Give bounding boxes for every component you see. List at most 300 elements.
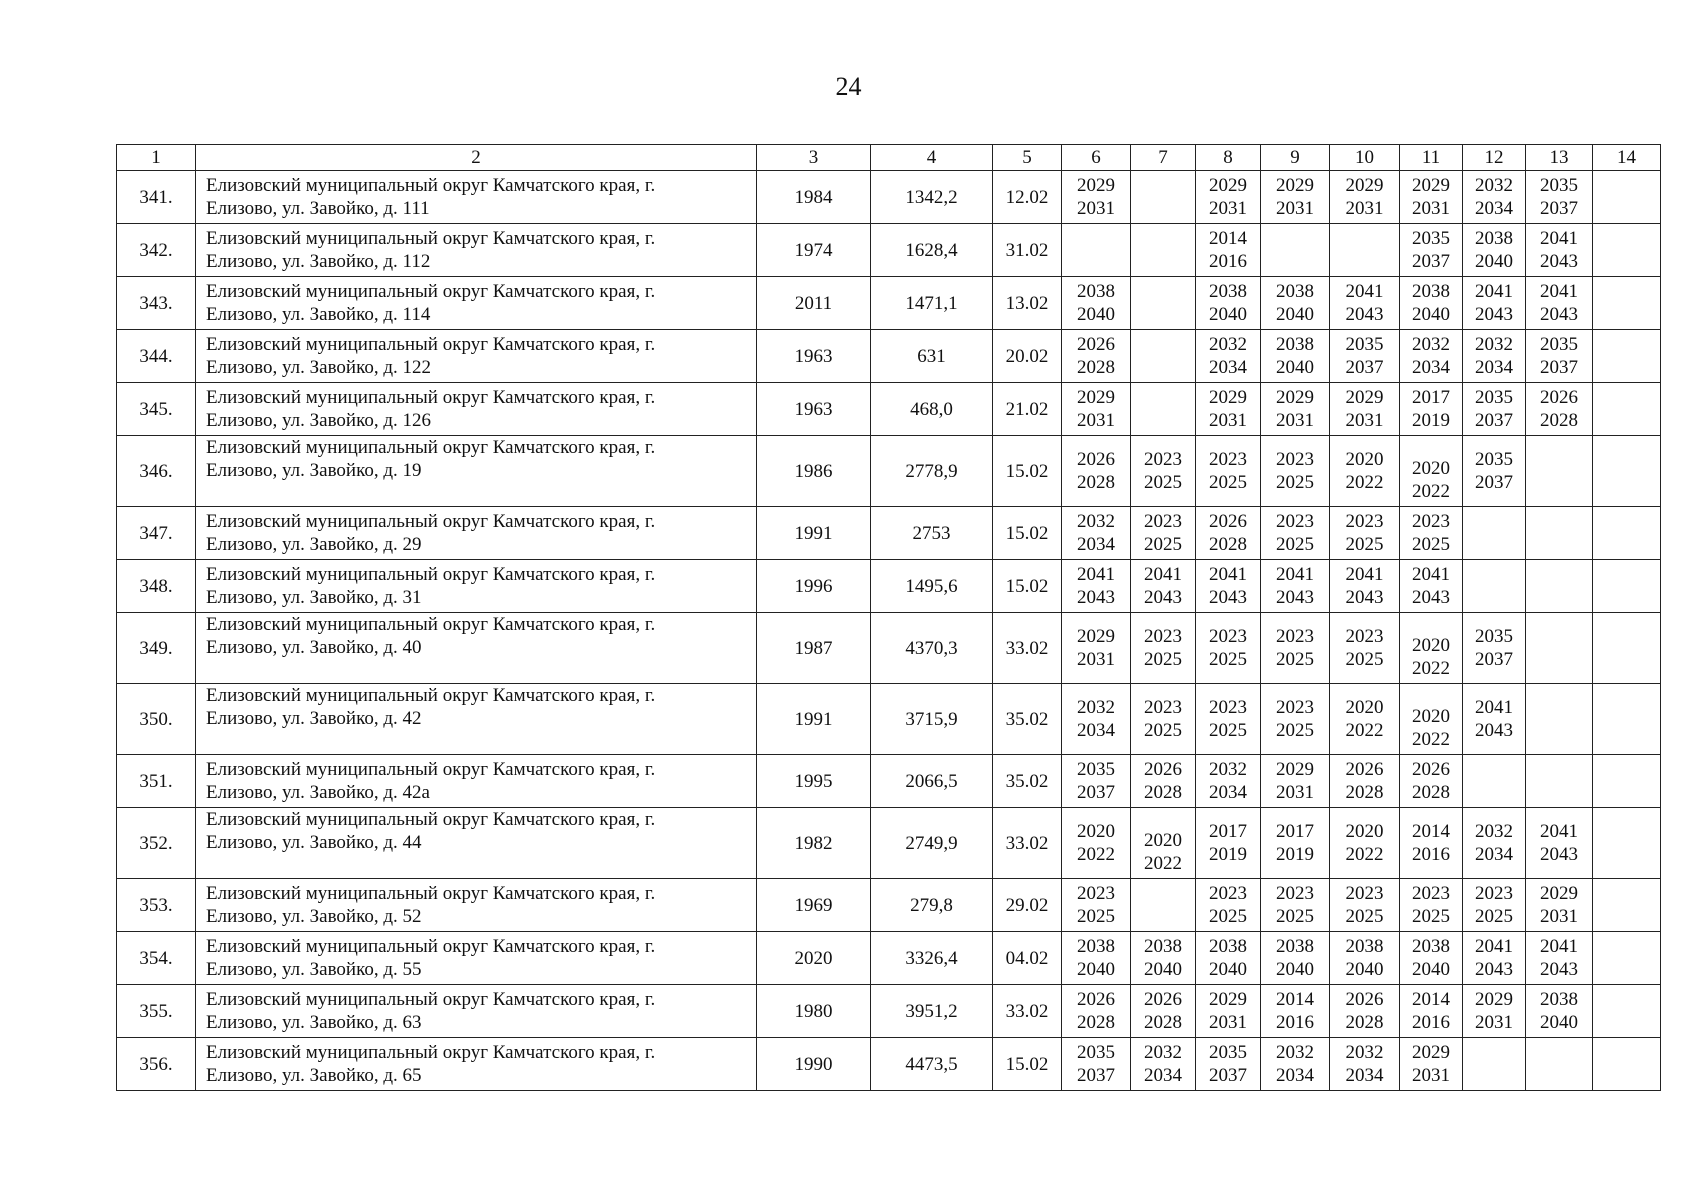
- cell-period-c7: [1131, 171, 1196, 224]
- period-end-year: 2028: [1077, 472, 1115, 493]
- cell-area: 2778,9: [871, 436, 993, 507]
- period-start-year: 2032: [1475, 821, 1513, 842]
- period-start-year: 2032: [1077, 511, 1115, 532]
- period-end-year: 2037: [1475, 472, 1513, 493]
- period-end-year: 2031: [1209, 198, 1247, 219]
- cell-code: 15.02: [993, 560, 1062, 613]
- cell-code: 33.02: [993, 808, 1062, 879]
- cell-period-c9: [1261, 879, 1330, 932]
- cell-period-c7: [1131, 330, 1196, 383]
- cell-code: 33.02: [993, 613, 1062, 684]
- period-start-year: 2032: [1475, 334, 1513, 355]
- cell-code: 20.02: [993, 330, 1062, 383]
- period-end-year: 2028: [1209, 534, 1247, 555]
- cell-period-c6: [1062, 507, 1131, 560]
- cell-period-c14: [1593, 383, 1661, 436]
- cell-area: 1471,1: [871, 277, 993, 330]
- cell-period-c12: [1463, 436, 1526, 507]
- period-end-year: 2025: [1077, 906, 1115, 927]
- period-end-year: 2031: [1345, 410, 1384, 431]
- period-end-year: 2031: [1209, 410, 1247, 431]
- period-end-year: 2025: [1345, 906, 1384, 927]
- cell-period-c6: [1062, 879, 1131, 932]
- cell-address: [196, 171, 757, 224]
- period-end-year: 2040: [1276, 304, 1314, 325]
- cell-num: 349.: [117, 613, 196, 684]
- table-row: [117, 436, 1661, 507]
- cell-period-c13: [1526, 507, 1593, 560]
- period-start-year: 2041: [1540, 936, 1578, 957]
- period-start-year: 2041: [1209, 564, 1247, 585]
- period-end-year: 2043: [1345, 304, 1384, 325]
- cell-year: 1996: [757, 560, 871, 613]
- table-row: [117, 684, 1661, 755]
- period-start-year: 2023: [1144, 511, 1182, 532]
- period-start-year: 2023: [1276, 626, 1314, 647]
- cell-period-c11: [1400, 985, 1463, 1038]
- cell-period-c11: [1400, 277, 1463, 330]
- cell-period-c9: [1261, 560, 1330, 613]
- cell-period-c14: [1593, 507, 1661, 560]
- page-number: 24: [835, 72, 862, 101]
- cell-num: 356.: [117, 1038, 196, 1091]
- period-start-year: 2038: [1345, 936, 1384, 957]
- period-start-year: 2020: [1345, 697, 1384, 718]
- period-start-year: 2020: [1412, 635, 1450, 656]
- period-start-year: 2032: [1475, 175, 1513, 196]
- cell-code: 13.02: [993, 277, 1062, 330]
- cell-period-c10: [1330, 684, 1400, 755]
- period-end-year: 2019: [1209, 844, 1247, 865]
- period-start-year: 2035: [1209, 1042, 1247, 1063]
- cell-year: 1986: [757, 436, 871, 507]
- table-row: [117, 808, 1661, 879]
- period-start-year: 2029: [1077, 626, 1115, 647]
- cell-period-c7: [1131, 277, 1196, 330]
- column-header-11: 11: [1400, 145, 1463, 171]
- period-end-year: 2022: [1077, 844, 1115, 865]
- period-end-year: 2034: [1475, 357, 1513, 378]
- cell-period-c10: [1330, 560, 1400, 613]
- column-header-4: 4: [871, 145, 993, 171]
- period-start-year: 2014: [1209, 228, 1247, 249]
- period-end-year: 2031: [1209, 1012, 1247, 1033]
- period-start-year: 2023: [1144, 449, 1182, 470]
- period-end-year: 2034: [1077, 720, 1115, 741]
- period-start-year: 2023: [1412, 883, 1450, 904]
- cell-period-c13: [1526, 383, 1593, 436]
- period-start-year: 2029: [1276, 175, 1314, 196]
- cell-period-c12: [1463, 560, 1526, 613]
- period-end-year: 2022: [1345, 844, 1384, 865]
- cell-num: 343.: [117, 277, 196, 330]
- column-header-9: 9: [1261, 145, 1330, 171]
- cell-period-c6: [1062, 171, 1131, 224]
- period-end-year: 2034: [1276, 1065, 1314, 1086]
- cell-period-c12: [1463, 224, 1526, 277]
- cell-period-c12: [1463, 613, 1526, 684]
- cell-period-c11: [1400, 879, 1463, 932]
- cell-period-c12: [1463, 1038, 1526, 1091]
- cell-period-c9: [1261, 755, 1330, 808]
- period-start-year: 2029: [1412, 175, 1450, 196]
- period-end-year: 2028: [1345, 1012, 1384, 1033]
- table-row: [117, 277, 1661, 330]
- cell-year: 1995: [757, 755, 871, 808]
- period-start-year: 2020: [1144, 830, 1182, 851]
- period-end-year: 2034: [1209, 357, 1247, 378]
- period-start-year: 2023: [1209, 449, 1247, 470]
- cell-period-c14: [1593, 436, 1661, 507]
- cell-period-c9: [1261, 808, 1330, 879]
- period-end-year: 2031: [1276, 198, 1314, 219]
- address-line-1: Елизовский муниципальный округ Камчатского края, г.: [206, 281, 656, 302]
- cell-period-c11: [1400, 171, 1463, 224]
- cell-num: 345.: [117, 383, 196, 436]
- cell-code: 31.02: [993, 224, 1062, 277]
- cell-period-c10: [1330, 932, 1400, 985]
- period-start-year: 2038: [1276, 281, 1314, 302]
- period-end-year: 2028: [1077, 1012, 1115, 1033]
- cell-year: 1982: [757, 808, 871, 879]
- cell-period-c6: [1062, 1038, 1131, 1091]
- cell-area: 1628,4: [871, 224, 993, 277]
- cell-code: 12.02: [993, 171, 1062, 224]
- cell-year: 1974: [757, 224, 871, 277]
- cell-period-c13: [1526, 808, 1593, 879]
- column-header-13: 13: [1526, 145, 1593, 171]
- period-end-year: 2028: [1077, 357, 1115, 378]
- cell-period-c11: [1400, 684, 1463, 755]
- cell-period-c8: [1196, 808, 1261, 879]
- period-end-year: 2040: [1276, 959, 1314, 980]
- period-start-year: 2017: [1209, 821, 1247, 842]
- period-start-year: 2023: [1144, 626, 1182, 647]
- cell-period-c10: [1330, 330, 1400, 383]
- cell-period-c10: [1330, 383, 1400, 436]
- period-end-year: 2016: [1412, 1012, 1450, 1033]
- address-line-2: Елизово, ул. Завойко, д. 19: [206, 460, 422, 481]
- period-end-year: 2022: [1144, 853, 1182, 874]
- cell-period-c12: [1463, 684, 1526, 755]
- period-end-year: 2031: [1276, 410, 1314, 431]
- cell-period-c7: [1131, 879, 1196, 932]
- cell-address: [196, 277, 757, 330]
- cell-period-c9: [1261, 277, 1330, 330]
- period-start-year: 2029: [1540, 883, 1578, 904]
- period-start-year: 2032: [1412, 334, 1450, 355]
- cell-period-c9: [1261, 613, 1330, 684]
- period-end-year: 2025: [1209, 472, 1247, 493]
- address-line-2: Елизово, ул. Завойко, д. 112: [206, 251, 431, 272]
- period-start-year: 2020: [1412, 458, 1450, 479]
- cell-period-c9: [1261, 985, 1330, 1038]
- cell-period-c8: [1196, 985, 1261, 1038]
- cell-period-c14: [1593, 171, 1661, 224]
- cell-period-c13: [1526, 277, 1593, 330]
- address-line-2: Елизово, ул. Завойко, д. 63: [206, 1012, 422, 1033]
- cell-period-c7: [1131, 613, 1196, 684]
- address-line-1: Елизовский муниципальный округ Камчатского края, г.: [206, 334, 656, 355]
- table-row: [117, 879, 1661, 932]
- cell-year: 2011: [757, 277, 871, 330]
- cell-address: [196, 808, 757, 879]
- period-start-year: 2035: [1540, 175, 1578, 196]
- period-end-year: 2034: [1209, 782, 1247, 803]
- cell-period-c12: [1463, 507, 1526, 560]
- period-end-year: 2025: [1144, 472, 1182, 493]
- cell-period-c11: [1400, 932, 1463, 985]
- cell-year: 1984: [757, 171, 871, 224]
- header-row: [117, 145, 1661, 171]
- cell-address: [196, 560, 757, 613]
- cell-num: 348.: [117, 560, 196, 613]
- period-start-year: 2017: [1276, 821, 1314, 842]
- housing-register-table: [116, 144, 1661, 1091]
- period-start-year: 2041: [1475, 697, 1513, 718]
- period-start-year: 2029: [1276, 387, 1314, 408]
- cell-period-c7: [1131, 932, 1196, 985]
- cell-year: 1987: [757, 613, 871, 684]
- cell-area: 1342,2: [871, 171, 993, 224]
- period-end-year: 2043: [1276, 587, 1314, 608]
- period-start-year: 2023: [1276, 697, 1314, 718]
- address-line-1: Елизовский муниципальный округ Камчатского края, г.: [206, 989, 656, 1010]
- period-start-year: 2041: [1276, 564, 1314, 585]
- cell-period-c9: [1261, 507, 1330, 560]
- cell-period-c7: [1131, 1038, 1196, 1091]
- column-header-2: 2: [196, 145, 757, 171]
- period-end-year: 2022: [1412, 658, 1450, 679]
- cell-period-c14: [1593, 684, 1661, 755]
- cell-period-c10: [1330, 808, 1400, 879]
- period-end-year: 2028: [1144, 1012, 1182, 1033]
- cell-period-c6: [1062, 560, 1131, 613]
- period-start-year: 2032: [1209, 334, 1247, 355]
- address-line-1: Елизовский муниципальный округ Камчатского края, г.: [206, 1042, 656, 1063]
- cell-period-c6: [1062, 277, 1131, 330]
- cell-code: 33.02: [993, 985, 1062, 1038]
- cell-period-c9: [1261, 224, 1330, 277]
- period-end-year: 2016: [1209, 251, 1247, 272]
- cell-code: 35.02: [993, 684, 1062, 755]
- cell-address: [196, 436, 757, 507]
- column-header-1: 1: [117, 145, 196, 171]
- address-line-2: Елизово, ул. Завойко, д. 111: [206, 198, 430, 219]
- table-header: [117, 145, 1661, 171]
- period-start-year: 2014: [1276, 989, 1314, 1010]
- cell-period-c10: [1330, 436, 1400, 507]
- period-end-year: 2043: [1475, 304, 1513, 325]
- period-end-year: 2043: [1475, 959, 1513, 980]
- period-start-year: 2023: [1209, 626, 1247, 647]
- period-start-year: 2026: [1412, 759, 1450, 780]
- table-row: [117, 171, 1661, 224]
- period-end-year: 2037: [1475, 649, 1513, 670]
- period-end-year: 2043: [1345, 587, 1384, 608]
- period-start-year: 2029: [1209, 989, 1247, 1010]
- period-start-year: 2038: [1209, 281, 1247, 302]
- cell-period-c6: [1062, 383, 1131, 436]
- cell-period-c14: [1593, 613, 1661, 684]
- period-start-year: 2038: [1276, 936, 1314, 957]
- cell-num: 354.: [117, 932, 196, 985]
- period-end-year: 2025: [1475, 906, 1513, 927]
- address-line-1: Елизовский муниципальный округ Камчатского края, г.: [206, 228, 656, 249]
- period-end-year: 2031: [1077, 649, 1115, 670]
- period-start-year: 2014: [1412, 989, 1450, 1010]
- cell-period-c13: [1526, 613, 1593, 684]
- period-end-year: 2043: [1412, 587, 1450, 608]
- period-end-year: 2025: [1209, 649, 1247, 670]
- period-end-year: 2025: [1276, 534, 1314, 555]
- cell-num: 344.: [117, 330, 196, 383]
- period-end-year: 2043: [1475, 720, 1513, 741]
- cell-num: 352.: [117, 808, 196, 879]
- period-end-year: 2043: [1540, 844, 1578, 865]
- cell-period-c10: [1330, 755, 1400, 808]
- period-start-year: 2023: [1276, 511, 1314, 532]
- cell-period-c9: [1261, 684, 1330, 755]
- cell-year: 1963: [757, 383, 871, 436]
- period-start-year: 2041: [1475, 281, 1513, 302]
- period-start-year: 2023: [1209, 697, 1247, 718]
- cell-period-c11: [1400, 224, 1463, 277]
- period-end-year: 2025: [1276, 472, 1314, 493]
- address-line-1: Елизовский муниципальный округ Камчатского края, г.: [206, 564, 656, 585]
- period-start-year: 2023: [1475, 883, 1513, 904]
- cell-num: 346.: [117, 436, 196, 507]
- period-end-year: 2037: [1540, 198, 1578, 219]
- address-line-1: Елизовский муниципальный округ Камчатского края, г.: [206, 883, 656, 904]
- cell-period-c8: [1196, 560, 1261, 613]
- cell-period-c11: [1400, 436, 1463, 507]
- period-start-year: 2035: [1540, 334, 1578, 355]
- cell-period-c12: [1463, 985, 1526, 1038]
- period-end-year: 2034: [1412, 357, 1450, 378]
- cell-area: 4370,3: [871, 613, 993, 684]
- cell-period-c7: [1131, 224, 1196, 277]
- cell-address: [196, 613, 757, 684]
- cell-period-c13: [1526, 436, 1593, 507]
- period-start-year: 2026: [1077, 334, 1115, 355]
- period-end-year: 2022: [1412, 729, 1450, 750]
- cell-address: [196, 1038, 757, 1091]
- cell-period-c12: [1463, 330, 1526, 383]
- period-end-year: 2022: [1412, 481, 1450, 502]
- cell-period-c14: [1593, 330, 1661, 383]
- cell-period-c11: [1400, 330, 1463, 383]
- period-end-year: 2025: [1412, 534, 1450, 555]
- period-end-year: 2034: [1345, 1065, 1384, 1086]
- period-start-year: 2020: [1345, 449, 1384, 470]
- period-start-year: 2038: [1209, 936, 1247, 957]
- period-start-year: 2032: [1144, 1042, 1182, 1063]
- period-start-year: 2038: [1540, 989, 1578, 1010]
- period-start-year: 2041: [1540, 821, 1578, 842]
- period-start-year: 2026: [1540, 387, 1578, 408]
- period-end-year: 2040: [1540, 1012, 1578, 1033]
- cell-period-c11: [1400, 808, 1463, 879]
- table-row: [117, 330, 1661, 383]
- period-start-year: 2038: [1475, 228, 1513, 249]
- period-end-year: 2034: [1475, 198, 1513, 219]
- address-line-1: Елизовский муниципальный округ Камчатского края, г.: [206, 437, 656, 458]
- cell-period-c10: [1330, 985, 1400, 1038]
- address-line-2: Елизово, ул. Завойко, д. 122: [206, 357, 432, 378]
- address-line-2: Елизово, ул. Завойко, д. 52: [206, 906, 422, 927]
- period-start-year: 2029: [1475, 989, 1513, 1010]
- cell-address: [196, 684, 757, 755]
- period-end-year: 2025: [1276, 720, 1314, 741]
- cell-period-c7: [1131, 684, 1196, 755]
- cell-period-c10: [1330, 879, 1400, 932]
- period-start-year: 2026: [1144, 989, 1182, 1010]
- cell-address: [196, 383, 757, 436]
- cell-period-c14: [1593, 755, 1661, 808]
- period-end-year: 2031: [1475, 1012, 1513, 1033]
- cell-code: 15.02: [993, 507, 1062, 560]
- period-end-year: 2028: [1144, 782, 1182, 803]
- cell-period-c7: [1131, 436, 1196, 507]
- period-start-year: 2035: [1475, 387, 1513, 408]
- period-end-year: 2040: [1209, 959, 1247, 980]
- cell-num: 341.: [117, 171, 196, 224]
- cell-period-c7: [1131, 560, 1196, 613]
- column-header-7: 7: [1131, 145, 1196, 171]
- period-end-year: 2022: [1345, 720, 1384, 741]
- address-line-2: Елизово, ул. Завойко, д. 40: [206, 637, 422, 658]
- period-end-year: 2016: [1412, 844, 1450, 865]
- cell-period-c12: [1463, 808, 1526, 879]
- cell-period-c8: [1196, 436, 1261, 507]
- address-line-1: Елизовский муниципальный округ Камчатского края, г.: [206, 511, 656, 532]
- period-end-year: 2043: [1540, 304, 1578, 325]
- table-row: [117, 755, 1661, 808]
- cell-period-c11: [1400, 507, 1463, 560]
- cell-period-c10: [1330, 1038, 1400, 1091]
- cell-period-c13: [1526, 224, 1593, 277]
- cell-period-c9: [1261, 436, 1330, 507]
- address-line-2: Елизово, ул. Завойко, д. 114: [206, 304, 431, 325]
- period-end-year: 2037: [1412, 251, 1450, 272]
- address-line-2: Елизово, ул. Завойко, д. 29: [206, 534, 422, 555]
- period-end-year: 2034: [1077, 534, 1115, 555]
- address-line-2: Елизово, ул. Завойко, д. 44: [206, 832, 422, 853]
- period-end-year: 2037: [1077, 782, 1115, 803]
- cell-period-c6: [1062, 330, 1131, 383]
- period-start-year: 2023: [1412, 511, 1450, 532]
- period-start-year: 2029: [1345, 387, 1384, 408]
- table-row: [117, 560, 1661, 613]
- cell-period-c7: [1131, 808, 1196, 879]
- table-row: [117, 1038, 1661, 1091]
- cell-area: 631: [871, 330, 993, 383]
- cell-period-c13: [1526, 932, 1593, 985]
- cell-period-c7: [1131, 755, 1196, 808]
- cell-area: 468,0: [871, 383, 993, 436]
- period-end-year: 2028: [1540, 410, 1578, 431]
- cell-period-c14: [1593, 985, 1661, 1038]
- cell-period-c10: [1330, 171, 1400, 224]
- period-end-year: 2016: [1276, 1012, 1314, 1033]
- cell-address: [196, 224, 757, 277]
- address-line-1: Елизовский муниципальный округ Камчатского края, г.: [206, 759, 656, 780]
- cell-period-c8: [1196, 932, 1261, 985]
- period-start-year: 2032: [1276, 1042, 1314, 1063]
- column-header-6: 6: [1062, 145, 1131, 171]
- cell-period-c8: [1196, 277, 1261, 330]
